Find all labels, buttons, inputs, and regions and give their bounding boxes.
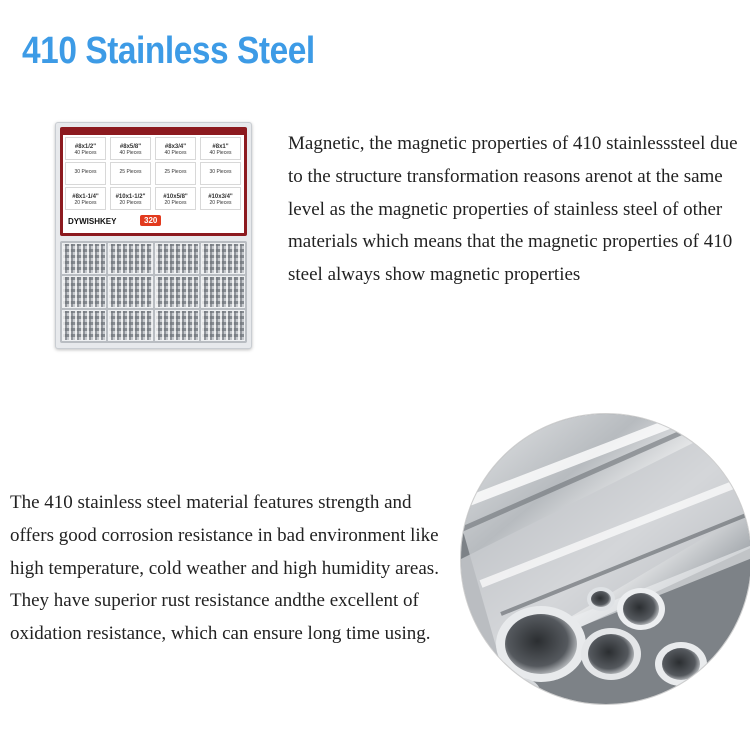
stainless-tubes-illustration: [461, 414, 750, 705]
screw-compartment: [108, 276, 152, 307]
kit-cell: 25 Pieces: [155, 162, 196, 185]
screw-compartment: [108, 243, 152, 274]
corrosion-description: The 410 stainless steel material features strength and offers good corrosion resistance in bad environment like high temperature, cold weather and high humidity areas. They have superior rust resistance andthe excellent of oxidation resistance, which can ensure long time using.: [10, 492, 439, 645]
screw-compartment: [155, 243, 199, 274]
kit-cell: #8x3/4" 40 Pieces: [155, 137, 196, 160]
magnetic-description: Magnetic, the magnetic properties of 410 stainlesssteel due to the structure transformation reasons arenot at the same level as the magnetic properties of stainless steel of other materials which means that the magnetic properties of 410 steel always show magnetic properties: [288, 133, 738, 286]
screw-compartment: [108, 310, 152, 341]
page-title: 410 Stainless Steel: [22, 30, 315, 72]
screw-compartment: [201, 310, 245, 341]
screw-compartment: [201, 276, 245, 307]
kit-size-chart: [63, 135, 244, 233]
kit-screw-tray: [60, 241, 247, 343]
screw-compartment: [155, 310, 199, 341]
kit-cell: #8x5/8" 40 Pieces: [110, 137, 151, 160]
screw-assortment-kit-image: [55, 122, 252, 349]
screw-compartment: [201, 243, 245, 274]
kit-count-badge: 320: [140, 215, 161, 226]
kit-brand-label: DYWISHKEY: [68, 217, 117, 226]
kit-cell: #10x1-1/2" 20 Pieces: [110, 187, 151, 210]
kit-label-panel: [60, 127, 247, 236]
kit-cell: 25 Pieces: [110, 162, 151, 185]
kit-label-strip: [62, 128, 245, 134]
screw-compartment: [155, 276, 199, 307]
stainless-tubes-image: [460, 413, 750, 705]
screw-compartment: [62, 310, 106, 341]
kit-cell: #8x1-1/4" 20 Pieces: [65, 187, 106, 210]
kit-cell: #10x5/8" 20 Pieces: [155, 187, 196, 210]
screw-compartment: [62, 243, 106, 274]
kit-cell: #8x1" 40 Pieces: [200, 137, 241, 160]
kit-cell: #8x1/2" 40 Pieces: [65, 137, 106, 160]
kit-cell: 30 Pieces: [65, 162, 106, 185]
kit-cell: 30 Pieces: [200, 162, 241, 185]
kit-cell: #10x3/4" 20 Pieces: [200, 187, 241, 210]
screw-compartment: [62, 276, 106, 307]
